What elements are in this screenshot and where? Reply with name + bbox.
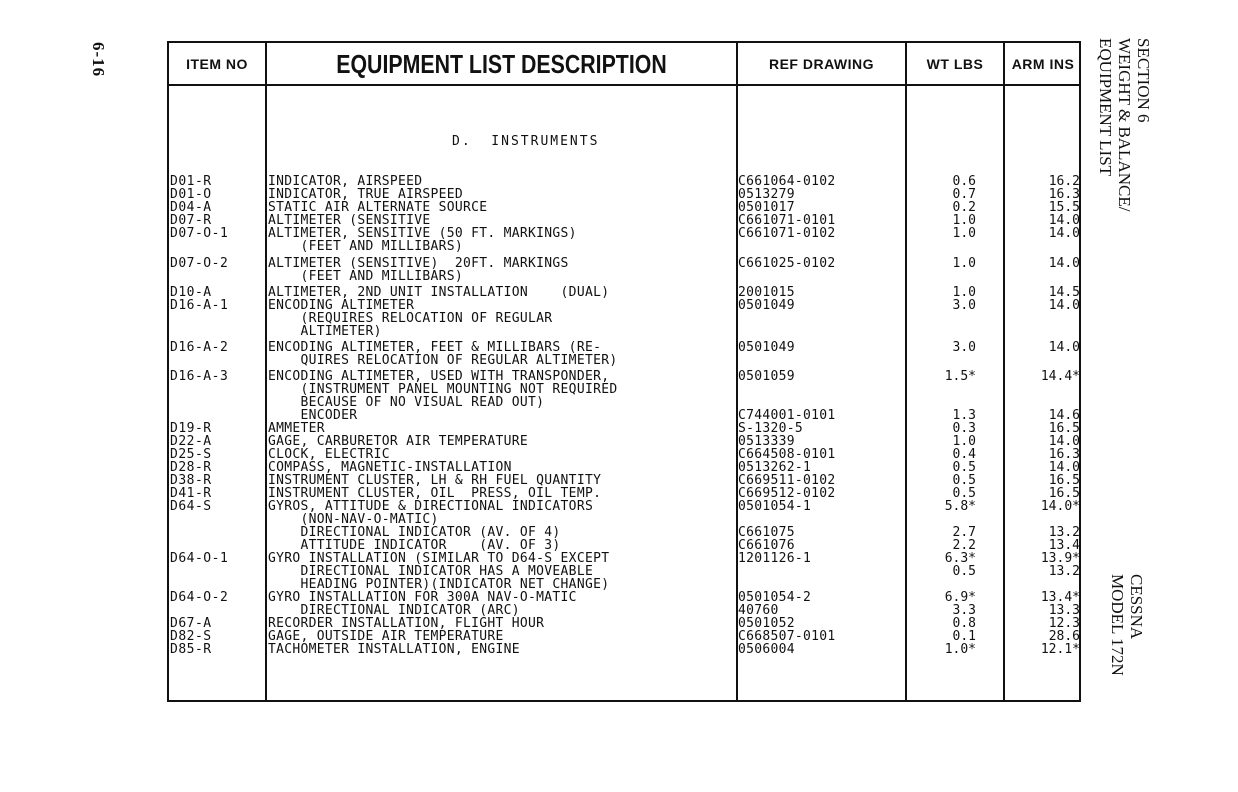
weight-cell: 1.0	[952, 226, 976, 241]
weight-cell: 0.4	[952, 447, 976, 462]
arm-cell: 14.4*	[1040, 369, 1080, 384]
ref-drawing-cell: C661071-0101	[738, 213, 836, 228]
arm-cell: 14.0	[1048, 460, 1080, 475]
item-no-cell: D01-O	[170, 187, 212, 202]
section-header-line1: SECTION 6	[1134, 38, 1153, 123]
description-cell: INSTRUMENT CLUSTER, LH & RH FUEL QUANTITY	[268, 473, 602, 488]
arm-cell: 16.5	[1048, 486, 1080, 501]
item-no-cell: D07-O-1	[170, 226, 229, 241]
ref-drawing-cell: C744001-0101	[738, 408, 836, 423]
description-cell: DIRECTIONAL INDICATOR (ARC)	[268, 603, 520, 618]
ref-drawing-cell: 0501049	[738, 340, 795, 355]
ref-drawing-cell: 2001015	[738, 285, 795, 300]
ref-drawing-cell: 0506004	[738, 642, 795, 657]
header-ref-drawing: REF DRAWING	[768, 56, 875, 72]
description-cell: DIRECTIONAL INDICATOR (AV. OF 4)	[268, 525, 561, 540]
arm-cell: 16.3	[1048, 447, 1080, 462]
description-cell: COMPASS, MAGNETIC-INSTALLATION	[268, 460, 512, 475]
arm-cell: 14.6	[1048, 408, 1080, 423]
description-cell: GYRO INSTALLATION (SIMILAR TO D64-S EXCEPT	[268, 551, 610, 566]
description-cell: ATTITUDE INDICATOR (AV. OF 3)	[268, 538, 561, 553]
weight-cell	[906, 312, 976, 325]
arm-cell: 13.4*	[1040, 590, 1080, 605]
model-header-line2: MODEL 172N	[1108, 574, 1127, 676]
item-no-cell: D04-A	[170, 200, 212, 215]
description-cell: ALTIMETER (SENSITIVE	[268, 213, 431, 228]
arm-cell: 14.0	[1048, 434, 1080, 449]
arm-cell: 13.2	[1048, 564, 1080, 579]
item-no-cell: D28-R	[170, 460, 212, 475]
description-cell: QUIRES RELOCATION OF REGULAR ALTIMETER)	[268, 353, 618, 368]
ref-drawing-cell: C669512-0102	[738, 486, 836, 501]
weight-cell	[906, 354, 976, 367]
weight-cell: 0.7	[952, 187, 976, 202]
weight-cell: 0.5	[952, 564, 976, 579]
description-cell: ALTIMETER, SENSITIVE (50 FT. MARKINGS)	[268, 226, 577, 241]
weight-cell: 6.3*	[944, 551, 976, 566]
column-rule	[265, 43, 267, 700]
header-wt-lbs: WT LBS	[926, 56, 984, 72]
ref-drawing-cell: 0501017	[738, 200, 795, 215]
ref-drawing-cell: 0513262-1	[738, 460, 812, 475]
item-no-cell: D22-A	[170, 434, 212, 449]
ref-drawing-cell: C661075	[738, 525, 795, 540]
weight-cell: 0.6	[952, 174, 976, 189]
section-header	[1096, 38, 1153, 211]
weight-cell: 2.2	[952, 538, 976, 553]
arm-cell: 14.0*	[1040, 499, 1080, 514]
arm-cell: 15.5	[1048, 200, 1080, 215]
ref-drawing-cell: C661064-0102	[738, 174, 836, 189]
ref-drawing-cell: 0501052	[738, 616, 795, 631]
item-no-cell: D10-A	[170, 285, 212, 300]
item-no-cell: D64-S	[170, 499, 212, 514]
description-cell: (FEET AND MILLIBARS)	[268, 269, 464, 284]
description-cell: ALTIMETER)	[268, 324, 382, 339]
description-cell: (FEET AND MILLIBARS)	[268, 239, 464, 254]
description-cell: BECAUSE OF NO VISUAL READ OUT)	[268, 395, 545, 410]
model-header-line1: CESSNA	[1127, 574, 1146, 640]
arm-cell: 13.4	[1048, 538, 1080, 553]
weight-cell: 0.5	[952, 460, 976, 475]
ref-drawing-cell: 0501054-2	[738, 590, 812, 605]
item-no-cell: D16-A-3	[170, 369, 229, 384]
description-cell: INSTRUMENT CLUSTER, OIL PRESS, OIL TEMP.	[268, 486, 602, 501]
arm-cell: 16.2	[1048, 174, 1080, 189]
weight-cell: 0.5	[952, 486, 976, 501]
weight-cell: 3.3	[952, 603, 976, 618]
header-arm-ins: ARM INS	[1011, 56, 1075, 72]
arm-cell: 13.3	[1048, 603, 1080, 618]
arm-cell: 14.0	[1048, 213, 1080, 228]
item-no-cell: D07-R	[170, 213, 212, 228]
ref-drawing-cell: 0501059	[738, 369, 795, 384]
arm-cell	[1004, 240, 1080, 253]
arm-cell: 28.6	[1048, 629, 1080, 644]
weight-cell: 1.0	[952, 213, 976, 228]
description-cell: CLOCK, ELECTRIC	[268, 447, 390, 462]
arm-cell: 14.5	[1048, 285, 1080, 300]
description-cell: GYROS, ATTITUDE & DIRECTIONAL INDICATORS	[268, 499, 594, 514]
arm-cell	[1004, 383, 1080, 396]
ref-drawing-cell: C661071-0102	[738, 226, 836, 241]
ref-drawing-cell: C668507-0101	[738, 629, 836, 644]
section-header-line2: WEIGHT & BALANCE/	[1115, 38, 1134, 212]
weight-cell: 1.5*	[944, 369, 976, 384]
section-header-line3: EQUIPMENT LIST	[1096, 38, 1115, 177]
ref-drawing-cell: 0501049	[738, 298, 795, 313]
header-description: EQUIPMENT LIST DESCRIPTION	[336, 48, 667, 79]
arm-cell	[1004, 312, 1080, 325]
description-cell: ENCODING ALTIMETER	[268, 298, 415, 313]
ref-drawing-cell: 0513279	[738, 187, 795, 202]
description-cell: INDICATOR, TRUE AIRSPEED	[268, 187, 464, 202]
ref-drawing-cell: 0501054-1	[738, 499, 812, 514]
arm-cell: 12.1*	[1040, 642, 1080, 657]
weight-cell: 1.0	[952, 256, 976, 271]
weight-cell: 1.0	[952, 285, 976, 300]
arm-cell: 13.2	[1048, 525, 1080, 540]
arm-cell	[1004, 354, 1080, 367]
model-header	[1108, 574, 1146, 676]
arm-cell: 13.9*	[1040, 551, 1080, 566]
weight-cell: 0.1	[952, 629, 976, 644]
arm-cell	[1004, 325, 1080, 338]
weight-cell	[906, 383, 976, 396]
arm-cell: 14.0	[1048, 226, 1080, 241]
weight-cell: 3.0	[952, 298, 976, 313]
item-no-cell: D16-A-1	[170, 298, 229, 313]
item-no-cell: D64-O-2	[170, 590, 229, 605]
description-cell: GYRO INSTALLATION FOR 300A NAV-O-MATIC	[268, 590, 577, 605]
description-cell: (NON-NAV-O-MATIC)	[268, 512, 439, 527]
ref-drawing-cell: C664508-0101	[738, 447, 836, 462]
weight-cell: 3.0	[952, 340, 976, 355]
description-cell: AMMETER	[268, 421, 325, 436]
item-no-cell: D07-O-2	[170, 256, 229, 271]
ref-drawing-cell: 0513339	[738, 434, 795, 449]
description-cell: ENCODING ALTIMETER, FEET & MILLIBARS (RE-	[268, 340, 602, 355]
description-cell: (REQUIRES RELOCATION OF REGULAR	[268, 311, 553, 326]
weight-cell: 1.0*	[944, 642, 976, 657]
weight-cell: 0.3	[952, 421, 976, 436]
description-cell: TACHOMETER INSTALLATION, ENGINE	[268, 642, 520, 657]
item-no-cell: D64-O-1	[170, 551, 229, 566]
arm-cell: 16.5	[1048, 473, 1080, 488]
ref-drawing-cell: C669511-0102	[738, 473, 836, 488]
description-cell: GAGE, CARBURETOR AIR TEMPERATURE	[268, 434, 529, 449]
description-cell: ALTIMETER (SENSITIVE) 20FT. MARKINGS	[268, 256, 569, 271]
item-no-cell: D41-R	[170, 486, 212, 501]
ref-drawing-cell: S-1320-5	[738, 421, 804, 436]
item-no-cell: D67-A	[170, 616, 212, 631]
arm-cell	[1004, 270, 1080, 283]
description-cell: HEADING POINTER)(INDICATOR NET CHANGE)	[268, 577, 610, 592]
description-cell: INDICATOR, AIRSPEED	[268, 174, 423, 189]
ref-drawing-cell: C661025-0102	[738, 256, 836, 271]
item-no-cell: D19-R	[170, 421, 212, 436]
arm-cell: 14.0	[1048, 340, 1080, 355]
description-cell: RECORDER INSTALLATION, FLIGHT HOUR	[268, 616, 545, 631]
ref-drawing-cell: 40760	[738, 603, 779, 618]
header-item-no: ITEM NO	[186, 56, 248, 72]
weight-cell: 5.8*	[944, 499, 976, 514]
section-title: D. INSTRUMENTS	[452, 134, 600, 149]
weight-cell	[906, 270, 976, 283]
description-cell: DIRECTIONAL INDICATOR HAS A MOVEABLE	[268, 564, 594, 579]
item-no-cell: D01-R	[170, 174, 212, 189]
weight-cell: 0.5	[952, 473, 976, 488]
ref-drawing-cell: 1201126-1	[738, 551, 812, 566]
item-no-cell: D82-S	[170, 629, 212, 644]
ref-drawing-cell: C661076	[738, 538, 795, 553]
weight-cell: 2.7	[952, 525, 976, 540]
weight-cell: 0.8	[952, 616, 976, 631]
weight-cell: 6.9*	[944, 590, 976, 605]
description-cell: (INSTRUMENT PANEL MOUNTING NOT REQUIRED	[268, 382, 618, 397]
arm-cell: 12.3	[1048, 616, 1080, 631]
description-cell: STATIC AIR ALTERNATE SOURCE	[268, 200, 488, 215]
description-cell: ENCODING ALTIMETER, USED WITH TRANSPONDER,	[268, 369, 610, 384]
weight-cell	[906, 325, 976, 338]
description-cell: ALTIMETER, 2ND UNIT INSTALLATION (DUAL)	[268, 285, 610, 300]
description-cell: GAGE, OUTSIDE AIR TEMPERATURE	[268, 629, 504, 644]
weight-cell: 0.2	[952, 200, 976, 215]
item-no-cell: D25-S	[170, 447, 212, 462]
arm-cell: 16.5	[1048, 421, 1080, 436]
arm-cell: 14.0	[1048, 256, 1080, 271]
arm-cell: 14.0	[1048, 298, 1080, 313]
arm-cell: 16.3	[1048, 187, 1080, 202]
weight-cell: 1.3	[952, 408, 976, 423]
weight-cell: 1.0	[952, 434, 976, 449]
page-number: 6-16	[89, 42, 108, 78]
item-no-cell: D38-R	[170, 473, 212, 488]
item-no-cell: D85-R	[170, 642, 212, 657]
description-cell: ENCODER	[268, 408, 358, 423]
weight-cell	[906, 240, 976, 253]
item-no-cell: D16-A-2	[170, 340, 229, 355]
